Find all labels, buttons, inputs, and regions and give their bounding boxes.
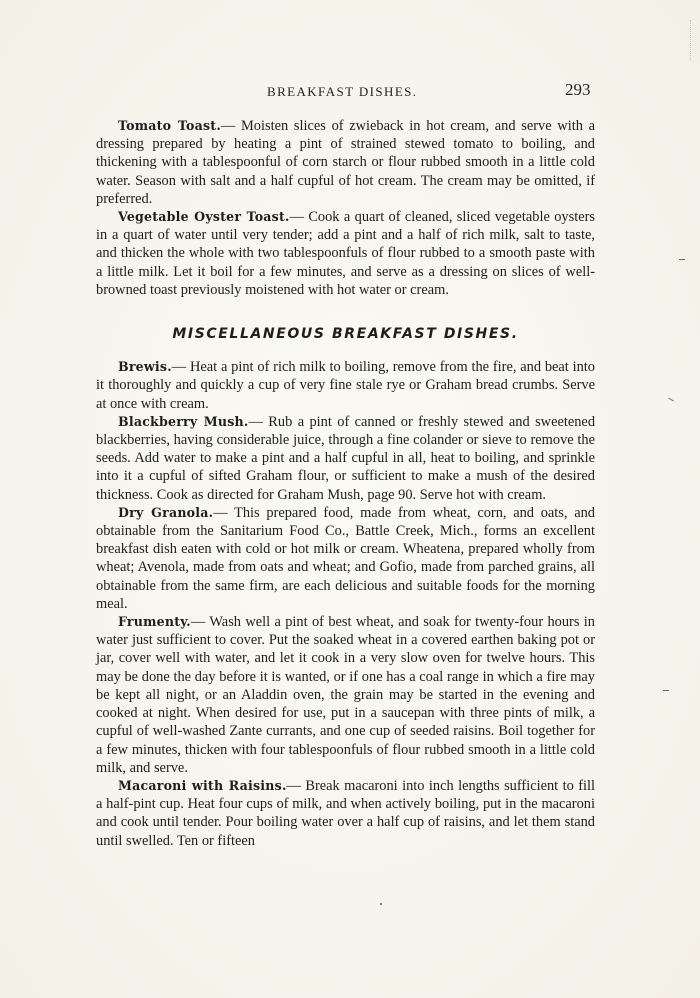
recipe-text: — Wash well a pint of best wheat, and soak for twenty-four hours in water just sufficient to cover. Put the soaked wheat in a covered earthen baking pot or jar, cover well with water, and let it cook in a very slow oven for twelve hours. This may be done the day before it is wanted, or if one has a coal range in which a fire may be kept all night, or an Aladdin oven, the grain may be started in the evening and cooked at night. When desired for use, put in a saucepan with three pints of milk, a cupful of well-washed Zante currants, and one cup of seeded raisins. Boil together for a few minutes, thicken with four tablespoonfuls of flour rubbed smooth in a little cold milk, and serve. [96,614,595,776]
recipe-blackberry-mush [96,413,595,504]
margin-mark [663,690,669,691]
recipe-text: — This prepared food, made from wheat, corn, and oats, and obtainable from the Sanitarium Food Co., Battle Creek, Mich., forms an excellent breakfast dish eaten with cold or hot milk or cream. Wheatena, prepared wholly from wheat; Avenola, made from oats and wheat; and Gofio, made from parched grains, all obtainable from the same firm, are each delicious and suitable foods for the morning meal. [96,504,595,612]
section-title: MISCELLANEOUS BREAKFAST DISHES. [172,326,519,343]
recipe-heading: Dry Granola. [118,504,214,520]
recipe-brewis [96,358,595,413]
recipe-text: — Heat a pint of rich milk to boiling, remove from the fire, and beat into it thoroughly and quickly a cup of very fine stale rye or Graham bread crumbs. Serve at once with cream. [96,359,595,412]
ink-speck [380,903,382,905]
recipe-heading: Blackberry Mush. [118,413,249,429]
recipe-text: — Rub a pint of canned or freshly stewed and sweetened blackberries, having considerable juice, through a fine colander or sieve to remove the seeds. Add water to make a pint and a half cupful in all, heat to boiling, and sprinkle into it a cupful of sifted Graham flour, or sufficient to make a mush of the desired thickness. Cook as directed for Graham Mush, page 90. Serve hot with cream. [96,413,596,503]
recipe-macaroni-with-raisins [96,777,595,850]
recipe-heading: Frumenty. [118,614,191,630]
recipe-heading: Macaroni with Raisins. [118,777,287,793]
page-body [96,117,595,850]
recipe-heading: Brewis. [118,359,172,375]
recipe-vegetable-oyster-toast [96,208,595,299]
page-edge-mark [690,20,693,60]
margin-mark [679,259,685,260]
recipe-frumenty [96,613,595,777]
running-title: BREAKFAST DISHES. [267,84,418,99]
recipe-text: — Cook a quart of cleaned, sliced vegetable oysters in a quart of water until very tender; add a pint and a half of rich milk, salt to taste, and thicken the whole with two tablespoonfuls of flour rubbed to a smooth paste with a little milk. Let it boil for a few minutes, and serve as a dressing on slices of well-browned toast previously moistened with hot water or cream. [96,209,596,298]
recipe-heading: Vegetable Oyster Toast. [118,209,290,225]
recipe-text: — Break macaroni into inch lengths sufficient to fill a half-pint cup. Heat four cups of milk, and when actively boiling, put in the macaroni and cook until tender. Pour boiling water over a half cup of raisins, and let them stand until swelled. Ten or fifteen [96,777,595,849]
page-number: 293 [565,80,591,99]
recipe-heading: Tomato Toast. [118,118,221,133]
recipe-text: — Moisten slices of zwieback in hot cream, and serve with a dressing prepared by heating a pint of strained stewed tomato to boiling, and thickening with a tablespoonful of corn starch or flour rubbed smooth in a little cold water. Season with salt and a half cupful of hot cream. The cream may be omitted, if preferred. [96,118,595,207]
recipe-tomato-toast [96,117,595,208]
margin-mark [668,398,674,402]
recipe-dry-granola [96,504,595,613]
